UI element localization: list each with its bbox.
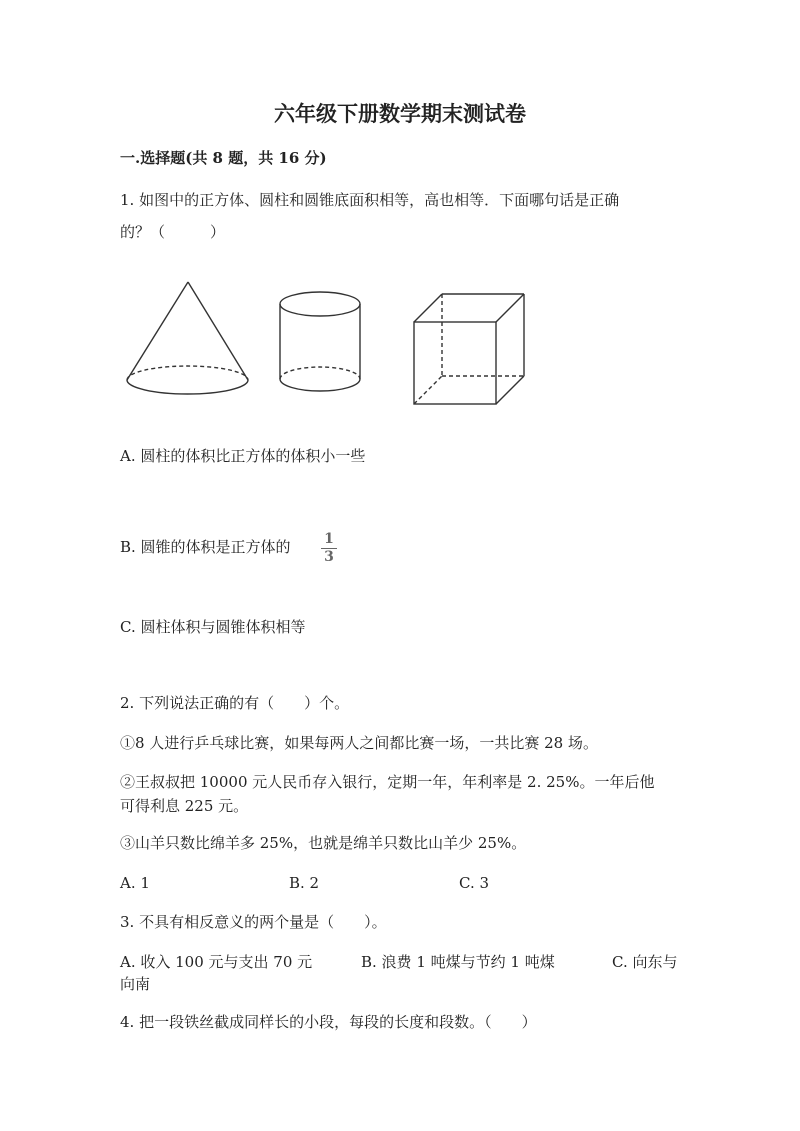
fraction-numerator: 1 bbox=[324, 531, 334, 547]
q1-stem-line2: 的？（ ） bbox=[120, 223, 226, 241]
q1-option-c: C. 圆柱体积与圆锥体积相等 bbox=[120, 618, 306, 636]
q3-option-c-line1: C. 向东与 bbox=[612, 953, 678, 971]
q1-solids-figure bbox=[110, 270, 540, 410]
cone-figure bbox=[127, 282, 248, 394]
q3-option-b: B. 浪费 1 吨煤与节约 1 吨煤 bbox=[361, 953, 555, 971]
q1-option-b-fraction bbox=[321, 532, 337, 565]
q4-stem: 4. 把一段铁丝截成同样长的小段，每段的长度和段数。（ ） bbox=[120, 1013, 537, 1031]
cube-figure bbox=[414, 294, 524, 404]
q2-option-a: A. 1 bbox=[120, 874, 150, 892]
q2-statement-3: ③山羊只数比绵羊多 25%，也就是绵羊只数比山羊少 25%。 bbox=[120, 834, 527, 852]
section-heading: 一.选择题(共 8 题，共 16 分) bbox=[120, 149, 327, 167]
fraction-denominator: 3 bbox=[324, 549, 334, 565]
cylinder-figure bbox=[280, 292, 360, 391]
q2-stem: 2. 下列说法正确的有（ ）个。 bbox=[120, 694, 350, 712]
q2-statement-2-line2: 可得利息 225 元。 bbox=[120, 797, 249, 815]
q3-stem: 3. 不具有相反意义的两个量是（ ）。 bbox=[120, 913, 387, 931]
q3-option-c-line2: 向南 bbox=[120, 975, 151, 993]
q1-stem-line1: 1. 如图中的正方体、圆柱和圆锥底面积相等，高也相等．下面哪句话是正确 bbox=[120, 191, 620, 209]
page-title: 六年级下册数学期末测试卷 bbox=[274, 101, 526, 126]
q2-statement-1: ①8 人进行乒乓球比赛，如果每两人之间都比赛一场，一共比赛 28 场。 bbox=[120, 734, 598, 752]
q2-option-c: C. 3 bbox=[459, 874, 490, 892]
q2-option-b: B. 2 bbox=[289, 874, 320, 892]
q2-statement-2-line1: ②王叔叔把 10000 元人民币存入银行，定期一年，年利率是 2. 25%。一年后他 bbox=[120, 773, 655, 791]
q1-option-b: B. 圆锥的体积是正方体的 bbox=[120, 538, 291, 556]
q1-option-a: A. 圆柱的体积比正方体的体积小一些 bbox=[120, 447, 366, 465]
q3-option-a: A. 收入 100 元与支出 70 元 bbox=[120, 953, 313, 971]
